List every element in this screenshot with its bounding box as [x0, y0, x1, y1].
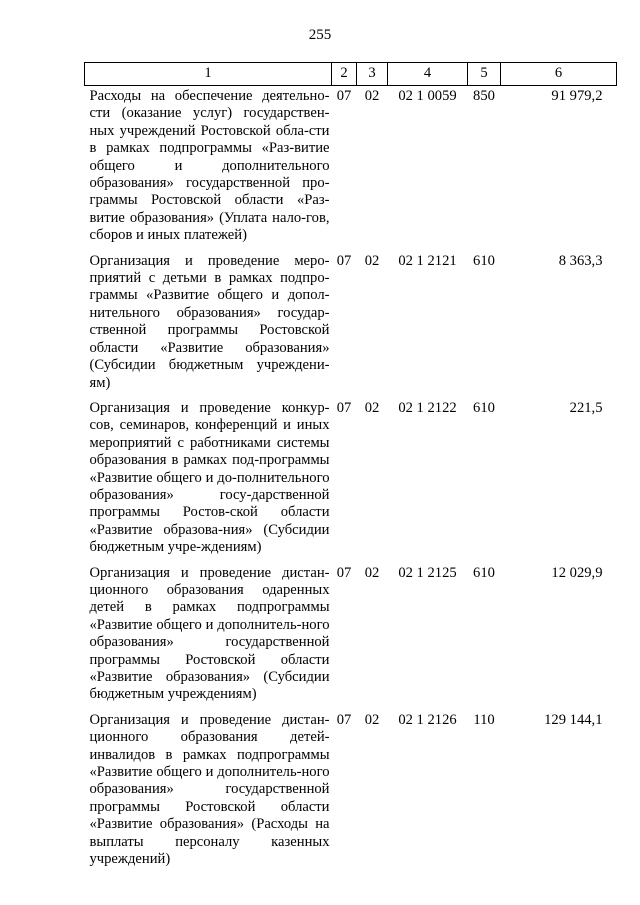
- column-header-description: 1: [85, 63, 332, 86]
- row-amount: 8 363,3: [558, 252, 603, 269]
- row-amount: 12 029,9: [551, 564, 603, 581]
- row-amount: 91 979,2: [551, 88, 603, 104]
- column-header-type: 5: [468, 63, 501, 86]
- row-description: Организация и проведение конкур-сов, семинаров, конференций и иных мероприятий с работниками системы образования в рамках под-программы «Развитие общего и до-полнительного образования» госу-дарственной программы Ростов-ской области «Развитие образова-ния» (Субсидии бюджетным учре-ждениям): [89, 399, 330, 556]
- row-section: 07: [336, 711, 352, 728]
- row-subsection: 02: [364, 399, 380, 416]
- row-description: Организация и проведение меро-приятий с детьми в рамках подпро-граммы «Развитие общего и допол-нительного образования» государ-ственной программы Ростовской области «Развитие образования» (Субсидии бюджетным учреждени-ям): [89, 252, 330, 391]
- budget-table: [84, 62, 617, 874]
- column-header-subsection: 3: [357, 63, 388, 86]
- row-description: Организация и проведение дистан-ционного образования детей-инвалидов в рамках подпрограммы «Развитие общего и дополнитель-ного образования» государственной программы Ростовской области «Развитие образования» (Расходы на выплаты персоналу казенных учреждений): [89, 711, 330, 868]
- row-target: 02 1 0059: [398, 88, 457, 104]
- row-target: 02 1 2126: [398, 711, 457, 728]
- row-subsection: 02: [364, 711, 380, 728]
- page-number: 255: [308, 27, 332, 43]
- table-row: [85, 398, 617, 563]
- row-target: 02 1 2121: [398, 252, 457, 269]
- row-amount: 129 144,1: [544, 711, 603, 728]
- table-row: [85, 710, 617, 875]
- table-row: [85, 563, 617, 710]
- row-subsection: 02: [364, 88, 380, 104]
- row-section: 07: [336, 252, 352, 269]
- row-section: 07: [336, 88, 352, 104]
- row-type: 610: [473, 252, 495, 269]
- column-header-target: 4: [388, 63, 468, 86]
- row-target: 02 1 2125: [398, 564, 457, 581]
- table-row: [85, 251, 617, 398]
- row-description: Организация и проведение дистан-ционного образования одаренных детей в рамках подпрограммы «Развитие общего и дополнитель-ного образования» государственной программы Ростовской области «Развитие образования» (Субсидии бюджетным учреждениям): [89, 564, 330, 703]
- row-type: 610: [473, 564, 495, 581]
- row-subsection: 02: [364, 252, 380, 269]
- table-header-row: [85, 63, 617, 86]
- row-type: 610: [473, 399, 495, 416]
- row-section: 07: [336, 399, 352, 416]
- column-header-amount: 6: [501, 63, 617, 86]
- row-type: 110: [473, 711, 495, 728]
- column-header-section: 2: [332, 63, 357, 86]
- row-description: Расходы на обеспечение деятельно-сти (оказание услуг) государствен-ных учреждений Ростовской обла-сти в рамках подпрограммы «Раз-витие общего и дополнительного образования» государственной про-граммы Ростовской области «Раз-витие образования» (Уплата нало-гов, сборов и иных платежей): [89, 88, 330, 244]
- row-target: 02 1 2122: [398, 399, 457, 416]
- row-amount: 221,5: [569, 399, 603, 416]
- table-row: [85, 86, 617, 251]
- row-section: 07: [336, 564, 352, 581]
- row-subsection: 02: [364, 564, 380, 581]
- row-type: 850: [473, 88, 495, 104]
